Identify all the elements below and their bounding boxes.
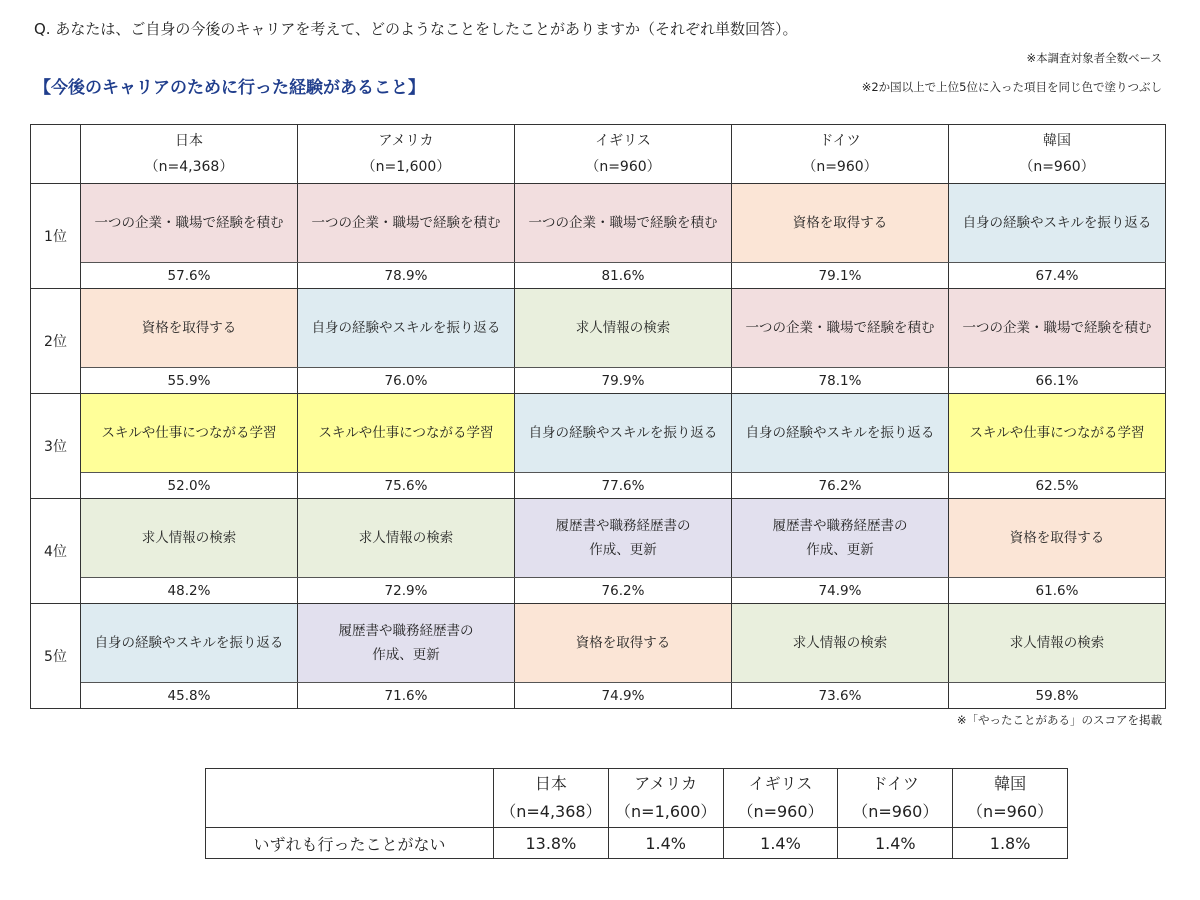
rank-item-row <box>31 604 1166 683</box>
country-name: アメリカ <box>634 774 698 793</box>
item-cell <box>81 289 298 368</box>
country-name: ドイツ <box>819 133 861 149</box>
item-cell <box>949 394 1166 473</box>
score-cell: 75.6% <box>298 473 515 499</box>
item-cell <box>515 499 732 578</box>
country-name: 日本 <box>175 133 203 149</box>
item-cell <box>515 394 732 473</box>
item-cell <box>81 499 298 578</box>
item-cell <box>949 184 1166 263</box>
sample-size: （n=960） <box>802 159 878 175</box>
none-corner-cell <box>206 769 494 828</box>
item-label: スキルや仕事につながる学習 <box>969 425 1145 441</box>
item-label: 自身の経験やスキルを振り返る <box>962 215 1152 231</box>
section-heading: 【今後のキャリアのために行った経験があること】 <box>34 78 425 98</box>
sample-size: （n=960） <box>852 802 939 821</box>
item-label: 一つの企業・職場で経験を積む <box>745 320 935 336</box>
rank-item-row <box>31 394 1166 473</box>
item-label: スキルや仕事につながる学習 <box>101 425 277 441</box>
country-header <box>515 125 732 184</box>
none-country-header <box>838 769 953 828</box>
rank-label: 1位 <box>31 184 81 289</box>
item-label: 一つの企業・職場で経験を積む <box>94 215 284 231</box>
item-cell <box>81 184 298 263</box>
rank-value-row <box>31 683 1166 709</box>
item-cell <box>949 499 1166 578</box>
none-score-cell: 1.8% <box>953 828 1068 859</box>
country-name: 日本 <box>534 774 567 793</box>
sample-size: （n=1,600） <box>615 802 717 821</box>
item-cell <box>298 289 515 368</box>
score-cell: 61.6% <box>949 578 1166 604</box>
item-label: 求人情報の検索 <box>358 530 454 546</box>
score-cell: 76.2% <box>515 578 732 604</box>
sample-size: （n=960） <box>585 159 661 175</box>
item-label: 自身の経験やスキルを振り返る <box>528 425 718 441</box>
none-country-header <box>608 769 723 828</box>
rank-value-row <box>31 263 1166 289</box>
score-cell: 72.9% <box>298 578 515 604</box>
country-header <box>949 125 1166 184</box>
none-table <box>205 768 1068 859</box>
score-cell: 76.0% <box>298 368 515 394</box>
rank-item-row <box>31 184 1166 263</box>
sample-size: （n=960） <box>1019 159 1095 175</box>
score-footnote: ※「やったことがある」のスコアを掲載 <box>956 713 1162 727</box>
item-cell <box>298 499 515 578</box>
item-label: 一つの企業・職場で経験を積む <box>528 215 718 231</box>
score-cell: 73.6% <box>732 683 949 709</box>
item-label-line1: 履歴書や職務経歴書の <box>338 623 474 639</box>
country-header <box>298 125 515 184</box>
item-label: 資格を取得する <box>575 635 671 651</box>
sample-size: （n=4,368） <box>500 802 602 821</box>
item-label: 一つの企業・職場で経験を積む <box>311 215 501 231</box>
none-row-label: いずれも行ったことがない <box>206 828 494 859</box>
item-label-line2: 作成、更新 <box>372 647 440 663</box>
country-header <box>732 125 949 184</box>
item-cell <box>81 394 298 473</box>
item-cell <box>732 394 949 473</box>
country-header <box>81 125 298 184</box>
item-cell <box>81 604 298 683</box>
score-cell: 48.2% <box>81 578 298 604</box>
item-cell <box>949 604 1166 683</box>
sample-size: （n=960） <box>737 802 824 821</box>
item-cell <box>732 604 949 683</box>
sample-size: （n=1,600） <box>361 159 451 175</box>
item-label: 自身の経験やスキルを振り返る <box>311 320 501 336</box>
item-cell <box>515 604 732 683</box>
score-cell: 79.1% <box>732 263 949 289</box>
question-text: Q. あなたは、ご自身の今後のキャリアを考えて、どのようなことをしたことがありますか（それぞれ単数回答）。 <box>34 20 798 38</box>
item-label: 自身の経験やスキルを振り返る <box>94 635 284 651</box>
score-cell: 74.9% <box>732 578 949 604</box>
rank-value-row <box>31 578 1166 604</box>
country-name: アメリカ <box>378 133 434 149</box>
score-cell: 55.9% <box>81 368 298 394</box>
score-cell: 79.9% <box>515 368 732 394</box>
rank-value-row <box>31 368 1166 394</box>
item-cell <box>298 604 515 683</box>
country-name: イギリス <box>595 133 651 149</box>
item-label: 自身の経験やスキルを振り返る <box>745 425 935 441</box>
item-cell <box>298 184 515 263</box>
score-cell: 59.8% <box>949 683 1166 709</box>
score-cell: 81.6% <box>515 263 732 289</box>
score-cell: 45.8% <box>81 683 298 709</box>
item-cell <box>298 394 515 473</box>
item-label: 資格を取得する <box>141 320 237 336</box>
score-cell: 71.6% <box>298 683 515 709</box>
item-label: 資格を取得する <box>1009 530 1105 546</box>
score-cell: 67.4% <box>949 263 1166 289</box>
none-country-header <box>494 769 609 828</box>
item-cell <box>515 184 732 263</box>
header-row <box>31 125 1166 184</box>
item-cell <box>949 289 1166 368</box>
item-label-line2: 作成、更新 <box>589 542 657 558</box>
score-cell: 78.1% <box>732 368 949 394</box>
rank-label: 5位 <box>31 604 81 709</box>
none-score-cell: 1.4% <box>723 828 838 859</box>
country-name: イギリス <box>748 774 813 793</box>
item-label: 求人情報の検索 <box>575 320 671 336</box>
none-country-header <box>723 769 838 828</box>
item-cell <box>732 184 949 263</box>
rank-label: 3位 <box>31 394 81 499</box>
item-label: 求人情報の検索 <box>141 530 237 546</box>
item-cell <box>732 289 949 368</box>
ranking-table <box>30 124 1166 709</box>
item-label: 求人情報の検索 <box>792 635 888 651</box>
score-cell: 66.1% <box>949 368 1166 394</box>
country-name: ドイツ <box>871 774 919 793</box>
score-cell: 77.6% <box>515 473 732 499</box>
score-cell: 52.0% <box>81 473 298 499</box>
none-value-row <box>206 828 1068 859</box>
item-cell <box>515 289 732 368</box>
sample-size: （n=960） <box>967 802 1054 821</box>
item-label: 一つの企業・職場で経験を積む <box>962 320 1152 336</box>
item-label: 求人情報の検索 <box>1009 635 1105 651</box>
none-score-cell: 13.8% <box>494 828 609 859</box>
corner-cell <box>31 125 81 184</box>
item-label-line2: 作成、更新 <box>806 542 874 558</box>
none-country-header <box>953 769 1068 828</box>
rank-value-row <box>31 473 1166 499</box>
rank-label: 2位 <box>31 289 81 394</box>
country-name: 韓国 <box>1043 133 1071 149</box>
none-score-cell: 1.4% <box>838 828 953 859</box>
rank-label: 4位 <box>31 499 81 604</box>
sample-size: （n=4,368） <box>144 159 234 175</box>
none-score-cell: 1.4% <box>608 828 723 859</box>
score-cell: 57.6% <box>81 263 298 289</box>
item-label-line1: 履歴書や職務経歴書の <box>555 518 691 534</box>
rank-item-row <box>31 499 1166 578</box>
country-name: 韓国 <box>994 774 1027 793</box>
base-note: ※本調査対象者全数ベース <box>1026 51 1162 65</box>
score-cell: 62.5% <box>949 473 1166 499</box>
score-cell: 76.2% <box>732 473 949 499</box>
item-label-line1: 履歴書や職務経歴書の <box>772 518 908 534</box>
item-cell <box>732 499 949 578</box>
none-header-row <box>206 769 1068 828</box>
item-label: 資格を取得する <box>792 215 888 231</box>
score-cell: 78.9% <box>298 263 515 289</box>
item-label: スキルや仕事につながる学習 <box>318 425 494 441</box>
color-note: ※2か国以上で上位5位に入った項目を同じ色で塗りつぶし <box>861 80 1162 94</box>
score-cell: 74.9% <box>515 683 732 709</box>
rank-item-row <box>31 289 1166 368</box>
